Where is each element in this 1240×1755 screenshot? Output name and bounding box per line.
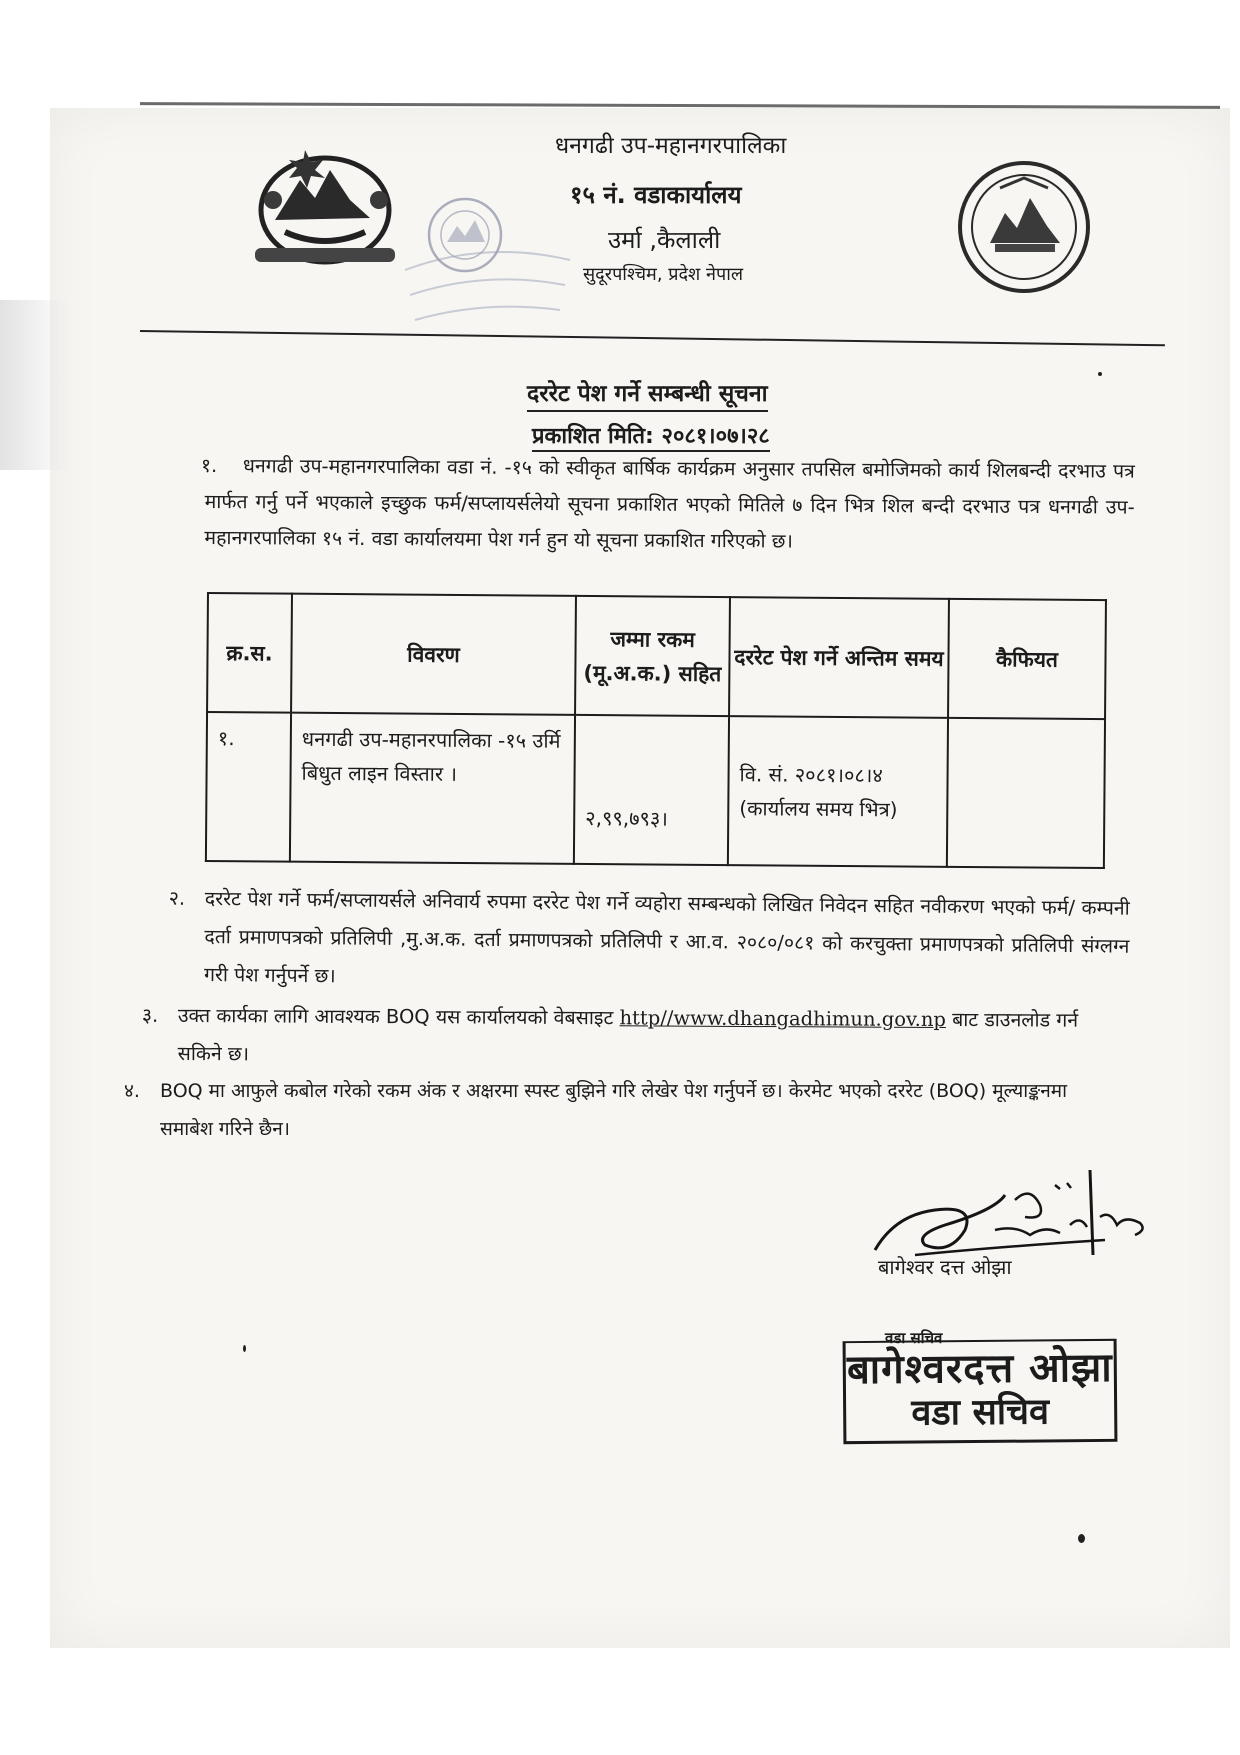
deadline-date: वि. सं. २०८१।०८।४ xyxy=(739,761,883,787)
secretary-stamp xyxy=(843,1339,1118,1444)
signatory-name: बागेश्वर दत्त ओझा xyxy=(878,1255,1012,1279)
point-2-text: दररेट पेश गर्ने फर्म/सप्लायर्सले अनिवार्य रुपमा दररेट पेश गर्ने व्यहोरा सम्बन्धको लिखित निवेदन सहित नवीकरण भएको फर्म/ कम्पनी दर्ता प्रमाणपत्रको प्रतिलिपी ,मु.अ.क. दर्ता प्रमाणपत्रको प्रतिलिपी र आ.व. २०८०/०८१ को करचुक्ता प्रमाणपत्रको प्रतिलिपी संग्लग्न गरी पेश गर्नुपर्ने छ। xyxy=(203,886,1130,988)
point-3-text-before: उक्त कार्यका लागि आवश्यक BOQ यस कार्यालयको वेबसाइट xyxy=(177,1003,614,1030)
col-header-sn: क्र.स. xyxy=(207,593,292,713)
col-header-deadline: दररेट पेश गर्ने अन्तिम समय xyxy=(729,597,949,718)
col-header-description: विवरण xyxy=(291,594,576,715)
paragraph-1-text: धनगढी उप-महानगरपालिका वडा नं. -१५ को स्वीकृत बार्षिक कार्यक्रम अनुसार तपसिल बमोजिमको कार्य शिलबन्दी दरभाउ पत्र मार्फत गर्नु पर्ने भएकाले इच्छुक फर्म/सप्लायर्सलेयो सूचना प्रकाशित भएको मितिले ७ दिन भित्र शिल बन्दी दरभाउ पत्र धनगढी उप-महानगरपालिका १५ नं. वडा कार्यालयमा पेश गर्न हुन यो सूचना प्रकाशित गरिएको छ। xyxy=(204,454,1135,553)
stamp-name: बागेश्वरदत्त ओझा xyxy=(846,1344,1113,1394)
ink-speck xyxy=(1078,1534,1085,1543)
point-2 xyxy=(168,880,1130,1004)
cell-sn: १. xyxy=(206,712,291,862)
cell-deadline xyxy=(728,716,948,867)
col-header-remarks: कैफियत xyxy=(948,599,1106,719)
paragraph-1-number: १. xyxy=(200,453,218,478)
notice-title: दररेट पेश गर्ने सम्बन्धी सूचना xyxy=(527,376,768,412)
paragraph-1 xyxy=(200,448,1135,562)
deadline-note: (कार्यालय समय भित्र) xyxy=(739,795,898,821)
municipality-seal-icon xyxy=(955,158,1093,296)
website-link[interactable]: http//www.dhangadhimun.gov.np xyxy=(619,1006,946,1032)
table-header-row xyxy=(207,593,1106,719)
point-3 xyxy=(141,997,1088,1078)
point-3-number: ३. xyxy=(141,1003,159,1027)
header-ward-office: १५ नं. वडाकार्यालय xyxy=(570,181,742,209)
header-province: सुदूरपश्चिम, प्रदेश नेपाल xyxy=(583,264,744,285)
published-label: प्रकाशित मिति: xyxy=(532,424,654,449)
header-location: उर्मा ,कैलाली xyxy=(608,226,721,254)
point-2-number: २. xyxy=(168,886,186,910)
cell-description: धनगढी उप-महानरपालिका -१५ उर्मि बिधुत लाइन विस्तार । xyxy=(290,713,575,864)
cell-remarks xyxy=(947,718,1105,868)
table-row xyxy=(206,712,1105,868)
ink-speck xyxy=(243,1345,246,1352)
paper-fold-shadow xyxy=(0,300,70,470)
nepal-emblem-icon xyxy=(245,140,405,275)
header-municipality: धनगढी उप-महानगरपालिका xyxy=(555,133,787,159)
ward-office-stamp-icon xyxy=(395,190,575,350)
col-header-amount: जम्मा रकम (मू.अ.क.) सहित xyxy=(575,596,730,716)
point-4-number: ४. xyxy=(124,1080,140,1102)
published-date xyxy=(532,420,770,452)
ink-speck xyxy=(1098,372,1102,376)
stamp-designation: वडा सचिव xyxy=(911,1391,1050,1434)
published-date-value: २०८१।०७।२८ xyxy=(661,424,770,449)
cell-amount: २,९९,७९३। xyxy=(574,715,729,865)
point-3-text-after: बाट डाउनलोड गर्न सकिने छ। xyxy=(177,1008,1079,1066)
tender-table xyxy=(205,592,1107,869)
point-4-text: BOQ मा आफुले कबोल गरेको रकम अंक र अक्षरमा स्पस्ट बुझिने गरि लेखेर पेश गर्नुपर्ने छ। केरमेट भएको दररेट (BOQ) मूल्याङ्कनमा समाबेश गरिने छैन। xyxy=(160,1080,1068,1140)
point-4 xyxy=(124,1072,1110,1148)
stamp-top-text: वडा सचिव xyxy=(885,1329,943,1347)
